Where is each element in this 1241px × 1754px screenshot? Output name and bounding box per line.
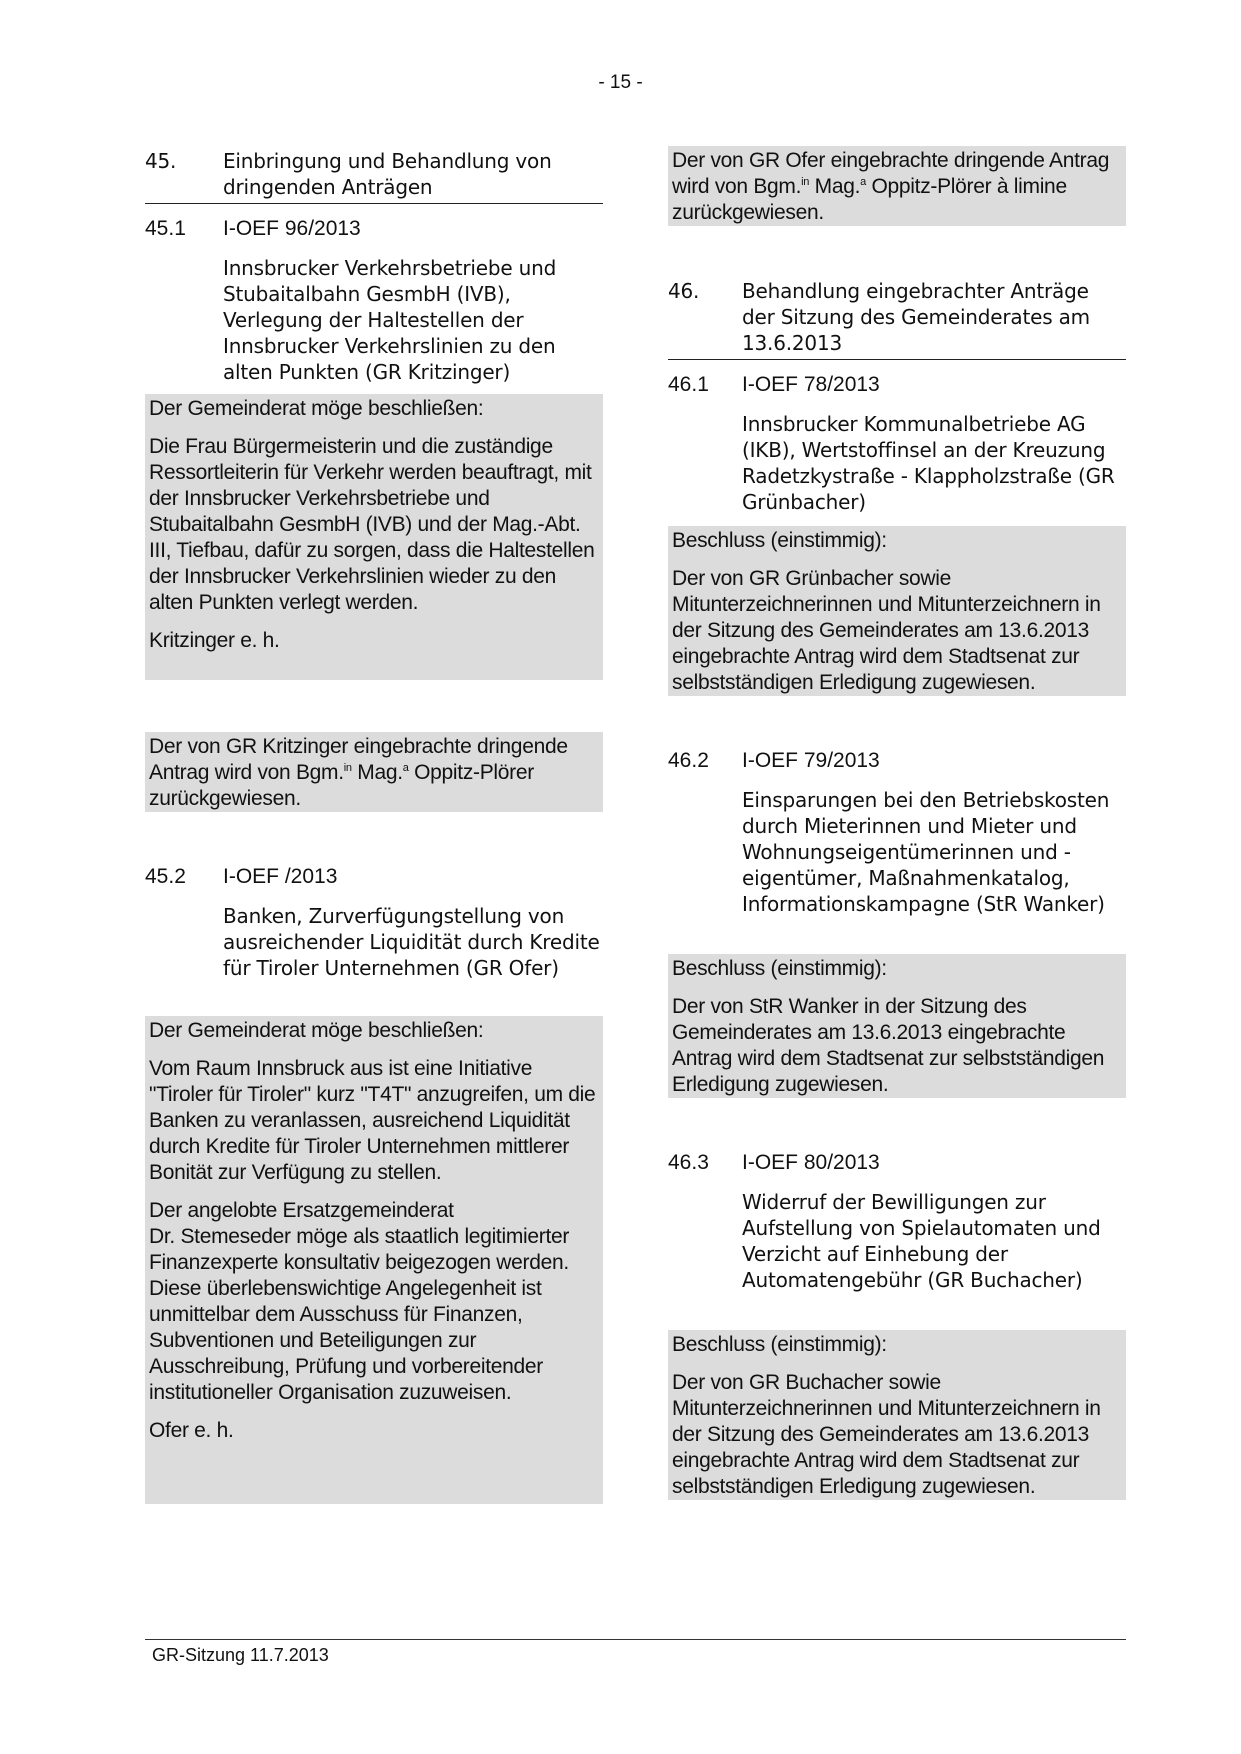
item-46-3-header: [668, 1150, 1126, 1176]
decision-text: Der von GR Ofer eingebrachte dringende Antrag wird von Bgm.$^{in}$ Mag.$^a$ Oppitz-Plörer à limine zurückgewiesen.: [672, 149, 1110, 224]
section-45-heading: [145, 148, 603, 204]
item-45-1-subject: Innsbrucker Verkehrsbetriebe und Stubaitalbahn GesmbH (IVB), Verlegung der Haltestellen der Innsbrucker Verkehrslinien zu den alten Punkten (GR Kritzinger): [223, 256, 557, 384]
decision-label: Beschluss (einstimmig):: [672, 529, 887, 552]
motion-signature: Kritzinger e. h.: [149, 629, 280, 652]
item-code: I-OEF 96/2013: [223, 217, 361, 240]
item-number: 46.2: [668, 749, 709, 772]
item-number: 45.1: [145, 217, 186, 240]
footer-divider: [145, 1639, 1126, 1640]
item-number: 46.1: [668, 373, 709, 396]
motion-label: Der Gemeinderat möge beschließen:: [149, 397, 484, 420]
ofer-decision-box: [668, 146, 1126, 226]
footer-text: GR-Sitzung 11.7.2013: [152, 1645, 329, 1665]
item-46-1-decision-box: [668, 526, 1126, 696]
item-code: I-OEF 80/2013: [742, 1151, 880, 1174]
item-46-3-decision-box: [668, 1330, 1126, 1500]
item-46-3-subject: Widerruf der Bewilligungen zur Aufstellung von Spielautomaten und Verzicht auf Einhebung der Automatengebühr (GR Buchacher): [742, 1190, 1101, 1292]
item-46-2-decision-box: [668, 954, 1126, 1098]
item-45-1-header: [145, 216, 603, 242]
decision-label: Beschluss (einstimmig):: [672, 957, 887, 980]
item-code: I-OEF 78/2013: [742, 373, 880, 396]
section-number: 46.: [668, 279, 700, 303]
motion-label: Der Gemeinderat möge beschließen:: [149, 1019, 484, 1042]
motion-text: Die Frau Bürgermeisterin und die zuständige Ressortleiterin für Verkehr werden beauftragt, mit der Innsbrucker Verkehrsbetriebe und Stubaitalbahn GesmbH (IVB) und der Mag.-Abt. III, Tiefbau, dafür zu sorgen, dass die Haltestellen der Innsbrucker Verkehrslinien wieder zu den alten Punkten verlegt werden.: [149, 435, 595, 614]
section-number: 45.: [145, 149, 177, 173]
item-46-1-subject: Innsbrucker Kommunalbetriebe AG (IKB), Wertstoffinsel an der Kreuzung Radetzkystraße - Klappholzstraße (GR Grünbacher): [742, 412, 1115, 514]
item-45-2-subject: Banken, Zurverfügungstellung von ausreichender Liquidität durch Kredite für Tiroler Unternehmen (GR Ofer): [223, 904, 600, 980]
section-title: Behandlung eingebrachter Anträge der Sitzung des Gemeinderates am 13.6.2013: [742, 279, 1090, 355]
item-number: 46.3: [668, 1151, 709, 1174]
item-46-1-header: [668, 372, 1126, 398]
item-45-2-motion-box: [145, 1016, 603, 1504]
item-number: 45.2: [145, 865, 186, 888]
section-46-heading: [668, 278, 1126, 360]
decision-text: Der von GR Grünbacher sowie Mitunterzeichnerinnen und Mitunterzeichnern in der Sitzung des Gemeinderates am 13.6.2013 eingebrachte Antrag wird dem Stadtsenat zur selbstständigen Erledigung zugewiesen.: [672, 567, 1101, 694]
item-45-1-motion-box: [145, 394, 603, 680]
item-45-1-decision-box: [145, 732, 603, 812]
motion-text-1: Vom Raum Innsbruck aus ist eine Initiative "Tiroler für Tiroler" kurz "T4T" anzugreifen, um die Banken zu veranlassen, ausreichend Liquidität durch Kredite für Tiroler Unternehmen mittlerer Bonität zur Verfügung zu stellen.: [149, 1057, 596, 1184]
section-title: Einbringung und Behandlung von dringenden Anträgen: [223, 149, 552, 199]
item-45-2-header: [145, 864, 603, 890]
item-code: I-OEF 79/2013: [742, 749, 880, 772]
decision-text: Der von GR Kritzinger eingebrachte dringende Antrag wird von Bgm.$^{in}$ Mag.$^a$ Oppitz-Plörer zurückgewiesen.: [149, 735, 568, 810]
decision-label: Beschluss (einstimmig):: [672, 1333, 887, 1356]
item-46-2-header: [668, 748, 1126, 774]
motion-signature: Ofer e. h.: [149, 1419, 234, 1442]
item-code: I-OEF /2013: [223, 865, 338, 888]
decision-text: Der von StR Wanker in der Sitzung des Gemeinderates am 13.6.2013 eingebrachte Antrag wird dem Stadtsenat zur selbstständigen Erledigung zugewiesen.: [672, 995, 1105, 1096]
item-46-2-subject: Einsparungen bei den Betriebskosten durch Mieterinnen und Mieter und Wohnungseigentümerinnen und -eigentümer, Maßnahmenkatalog, Informationskampagne (StR Wanker): [742, 788, 1110, 916]
decision-text: Der von GR Buchacher sowie Mitunterzeichnerinnen und Mitunterzeichnern in der Sitzung des Gemeinderates am 13.6.2013 eingebrachte Antrag wird dem Stadtsenat zur selbstständigen Erledigung zugewiesen.: [672, 1371, 1101, 1498]
page-number: - 15 -: [598, 72, 643, 93]
motion-text-2: Der angelobte Ersatzgemeinderat Dr. Stemeseder möge als staatlich legitimierter Finanzexperte konsultativ beigezogen werden. Diese überlebenswichtige Angelegenheit ist unmittelbar dem Ausschuss für Finanzen, Subventionen und Beteiligungen zur Ausschreibung, Prüfung und vorbereitender institutioneller Organisation zuzuweisen.: [149, 1199, 570, 1404]
